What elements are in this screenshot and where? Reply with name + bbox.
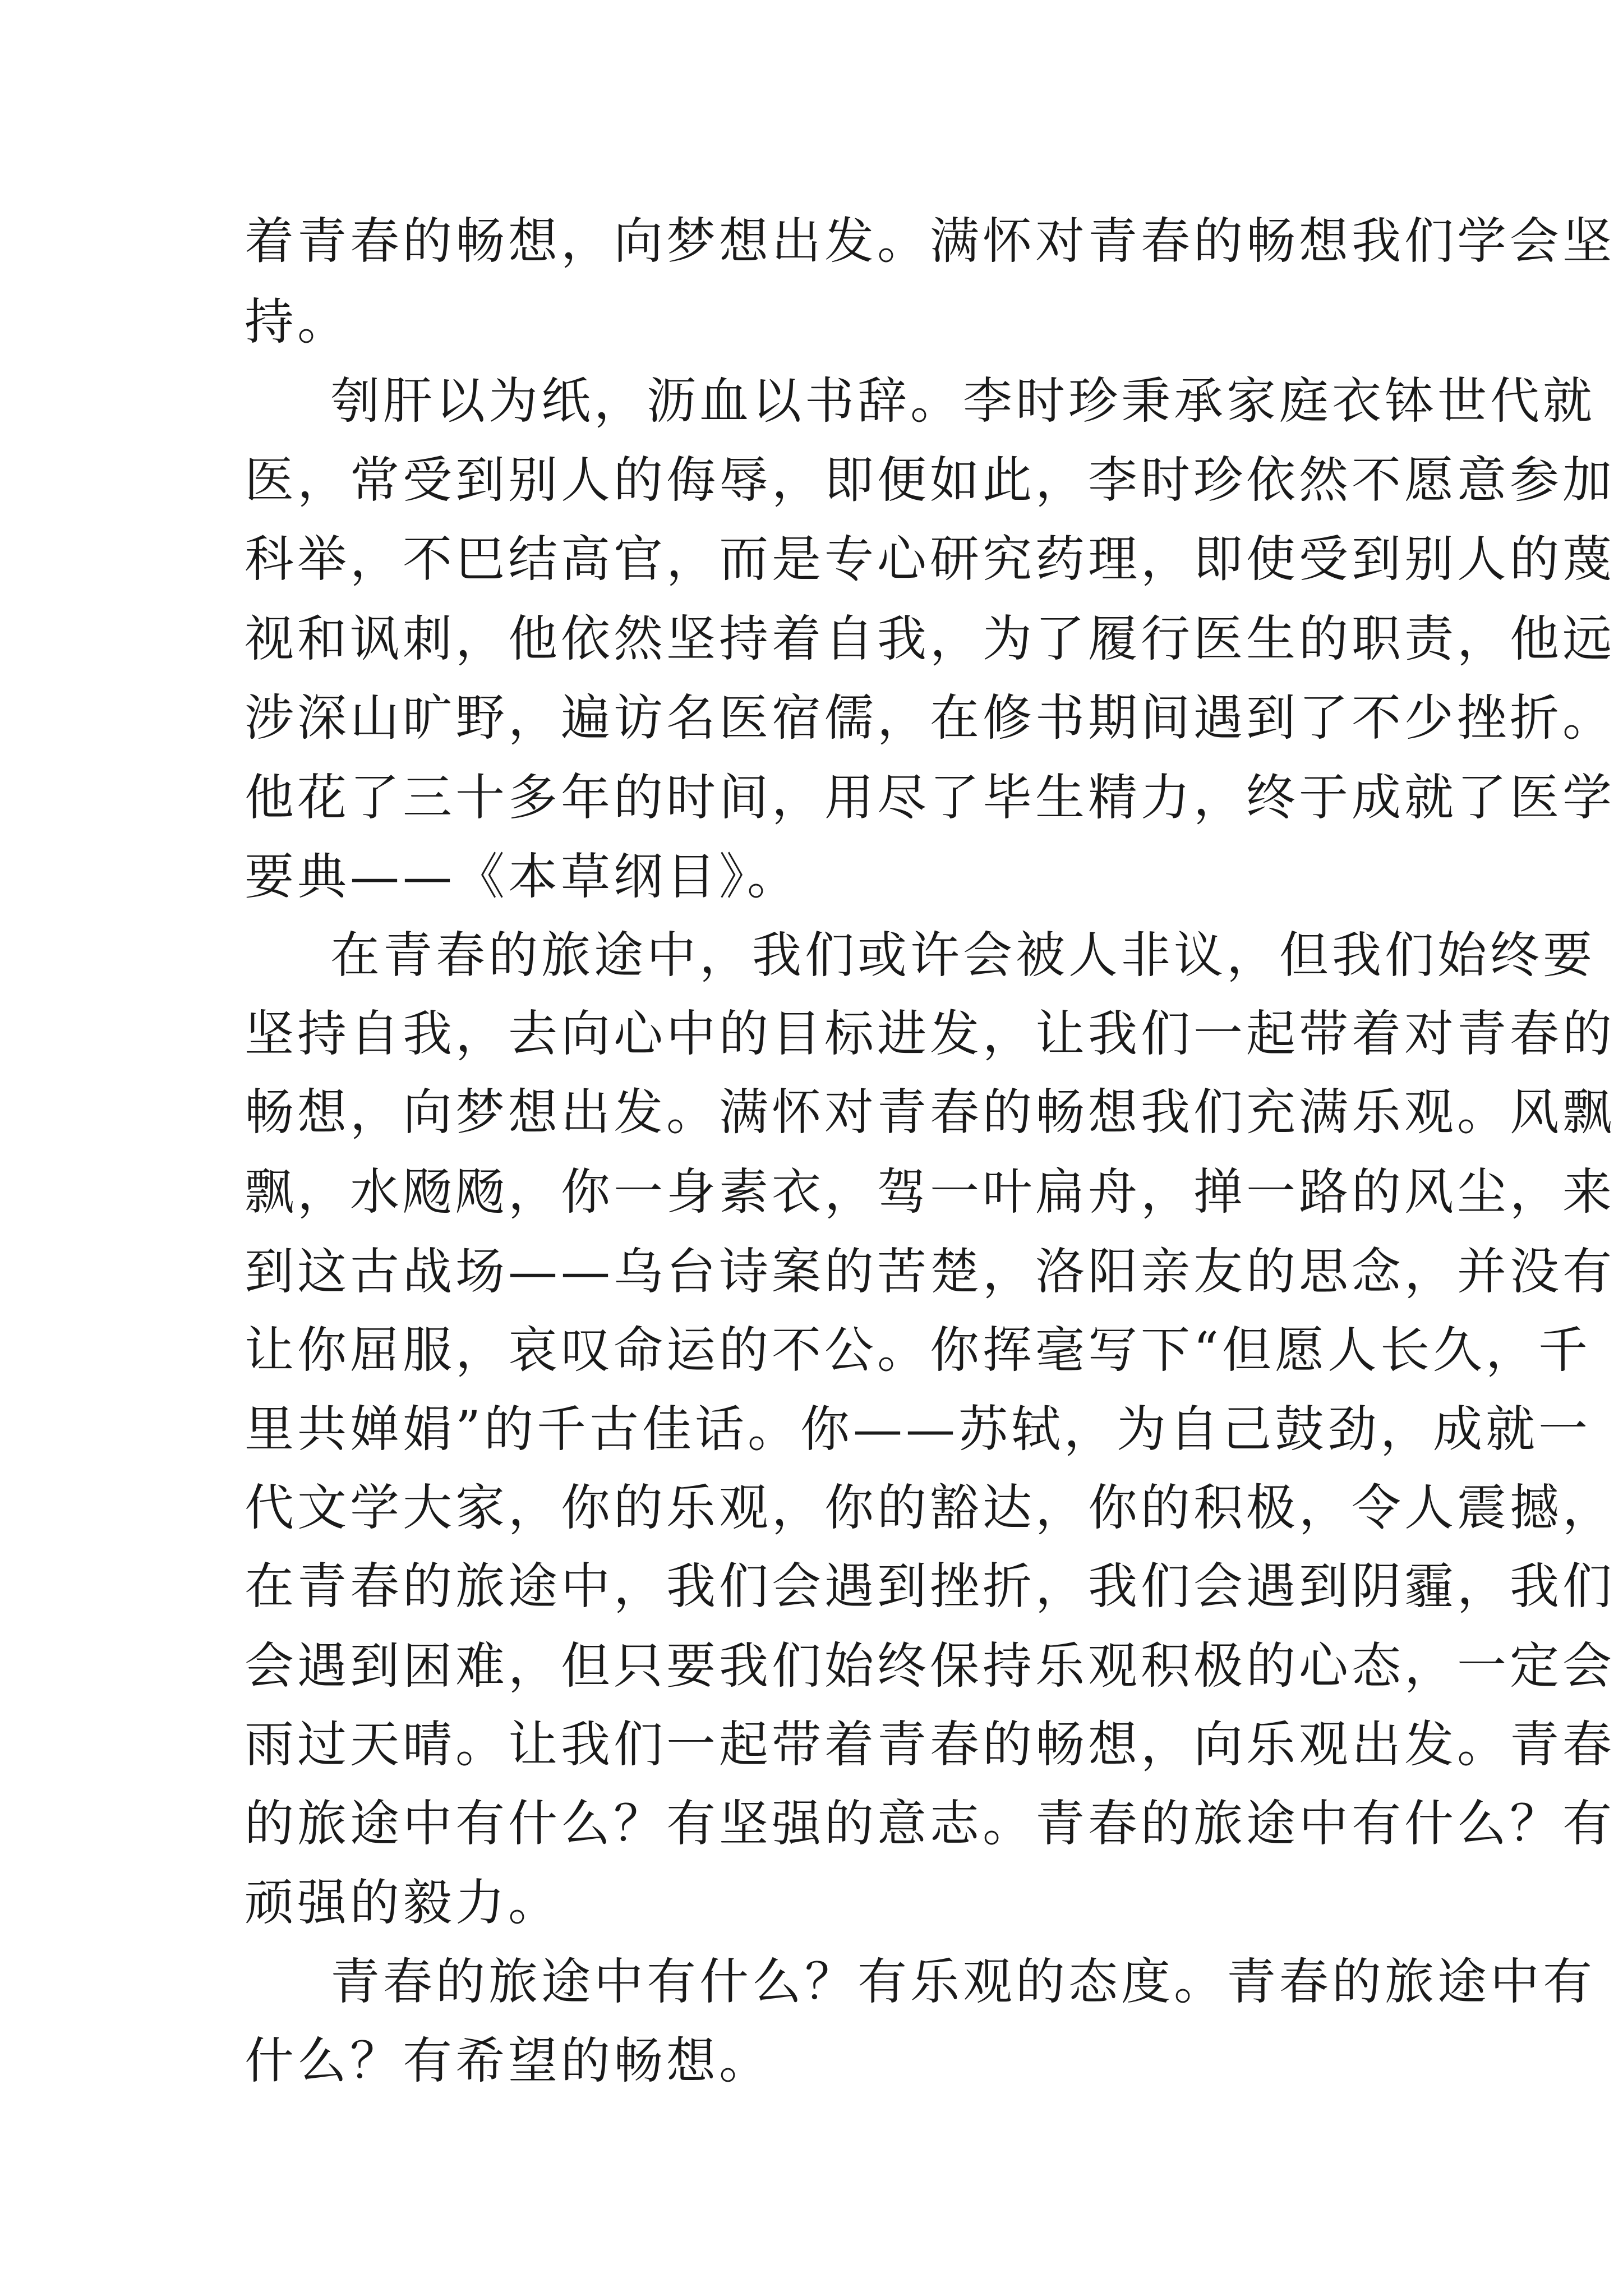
paragraph-4-line-2: 什么？有希望的畅想。 xyxy=(245,2032,772,2090)
paragraph-3-line-1: 在青春的旅途中，我们或许会被人非议，但我们始终要 xyxy=(330,926,1596,984)
paragraph-1-line-2: 持。 xyxy=(245,293,351,351)
paragraph-3-line-7: 里共婵娟”的千古佳话。你——苏轼，为自己鼓劲，成就一 xyxy=(245,1400,1591,1458)
paragraph-3-line-6: 让你屈服，哀叹命运的不公。你挥毫写下“但愿人长久，千 xyxy=(245,1321,1591,1379)
paragraph-3-line-4: 飘，水飏飏，你一身素衣，驾一叶扁舟，掸一路的风尘，来 xyxy=(245,1163,1616,1221)
paragraph-3-line-3: 畅想，向梦想出发。满怀对青春的畅想我们充满乐观。风飘 xyxy=(245,1083,1616,1141)
paragraph-2-line-1: 刳肝以为纸，沥血以书辞。李时珍秉承家庭衣钵世代就 xyxy=(330,372,1596,430)
paragraph-3-line-11: 雨过天晴。让我们一起带着青春的畅想，向乐观出发。青春 xyxy=(245,1715,1616,1773)
paragraph-2-line-2: 医，常受到别人的侮辱，即便如此，李时珍依然不愿意参加 xyxy=(245,451,1616,509)
paragraph-2-line-7: 要典——《本草纲目》。 xyxy=(245,848,800,905)
paragraph-2-line-4: 视和讽刺，他依然坚持着自我，为了履行医生的职责，他远 xyxy=(245,610,1616,668)
paragraph-3-line-8: 代文学大家，你的乐观，你的豁达，你的积极，令人震撼， xyxy=(245,1479,1616,1536)
paragraph-1-line-1: 着青春的畅想，向梦想出发。满怀对青春的畅想我们学会坚 xyxy=(245,212,1616,270)
paragraph-3-line-5: 到这古战场——乌台诗案的苦楚，洛阳亲友的思念，并没有 xyxy=(245,1243,1616,1300)
paragraph-3-line-2: 坚持自我，去向心中的目标进发，让我们一起带着对青春的 xyxy=(245,1005,1616,1062)
paragraph-2-line-5: 涉深山旷野，遍访名医宿儒，在修书期间遇到了不少挫折。 xyxy=(245,689,1616,747)
paragraph-2-line-6: 他花了三十多年的时间，用尽了毕生精力，终于成就了医学 xyxy=(245,769,1616,826)
paragraph-2-line-3: 科举，不巴结高官，而是专心研究药理，即使受到别人的蔑 xyxy=(245,530,1616,588)
paragraph-3-line-10: 会遇到困难，但只要我们始终保持乐观积极的心态，一定会 xyxy=(245,1637,1616,1695)
paragraph-4-line-1: 青春的旅途中有什么？有乐观的态度。青春的旅途中有 xyxy=(330,1953,1596,2010)
paragraph-3-line-9: 在青春的旅途中，我们会遇到挫折，我们会遇到阴霾，我们 xyxy=(245,1557,1616,1615)
paragraph-3-line-12: 的旅途中有什么？有坚强的意志。青春的旅途中有什么？有 xyxy=(245,1795,1616,1852)
paragraph-3-line-13: 顽强的毅力。 xyxy=(245,1874,561,1931)
